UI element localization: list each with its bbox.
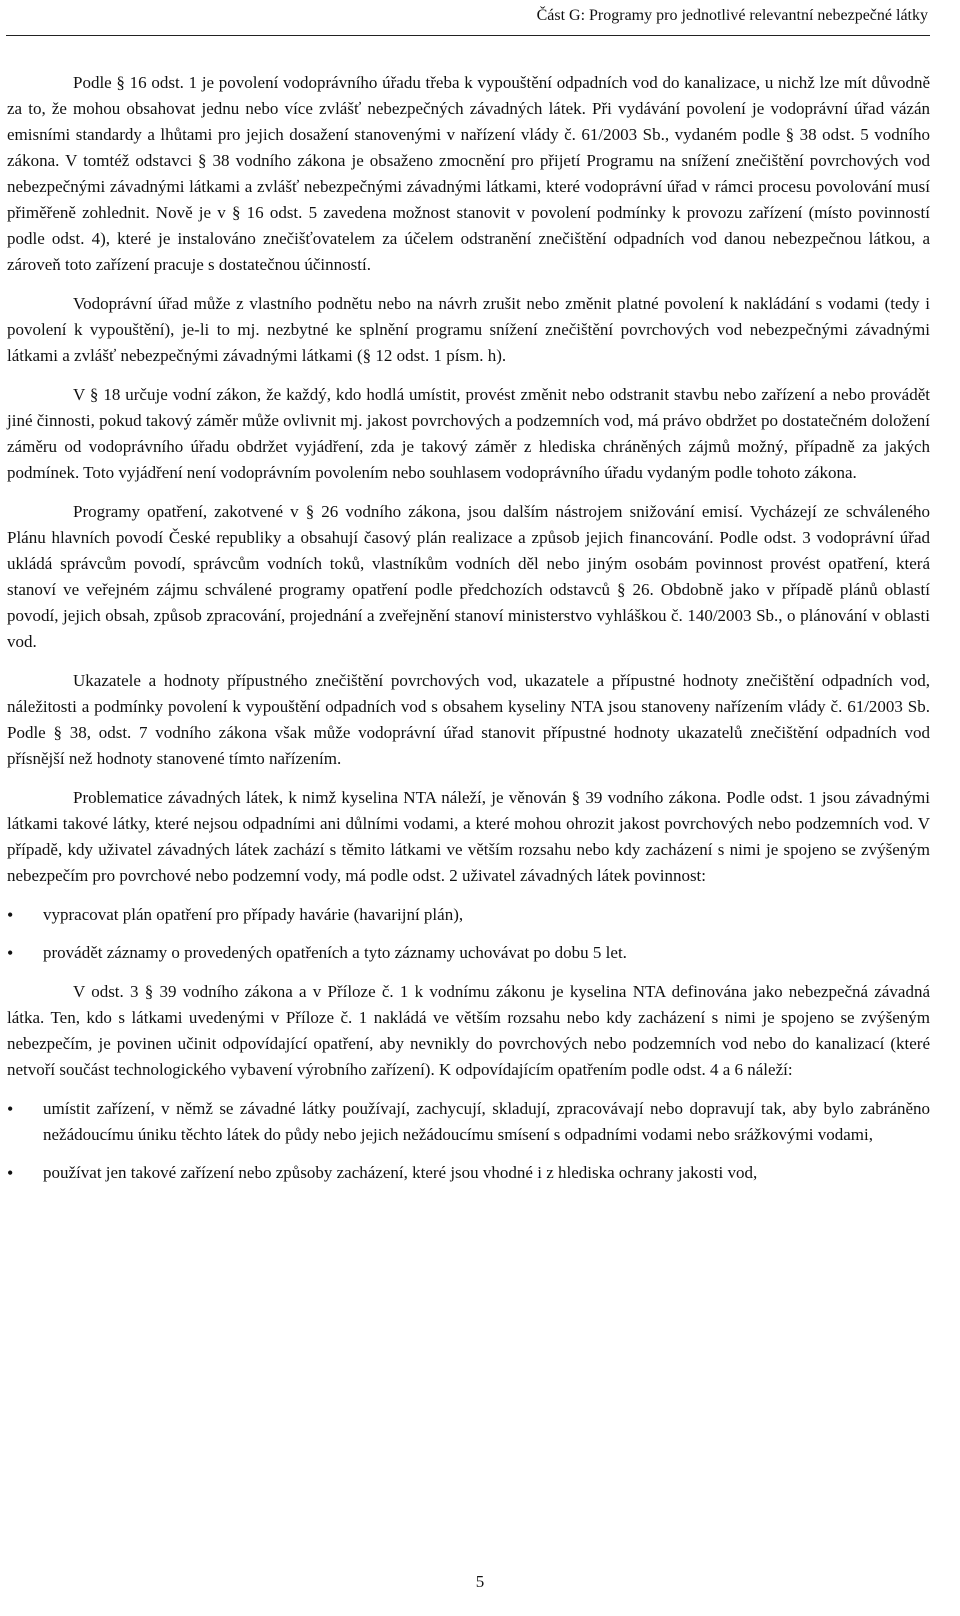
list-item-text: provádět záznamy o provedených opatřeních a tyto záznamy uchovávat po dobu 5 let. <box>43 943 627 962</box>
bullet-icon: • <box>7 905 14 925</box>
bullet-icon: • <box>7 943 14 963</box>
list-item <box>7 1096 930 1148</box>
list-item-text: umístit zařízení, v němž se závadné látky používají, zachycují, skladují, zpracovávají nebo dopravují tak, aby bylo zabráněno nežádoucímu úniku těchto látek do půdy nebo jejich nežádoucímu smísení s odpadními vodami nebo srážkovými vodami, <box>43 1099 930 1144</box>
page-body <box>7 70 930 1199</box>
body-paragraph: V § 18 určuje vodní zákon, že každý, kdo hodlá umístit, provést změnit nebo odstranit stavbu nebo zařízení a nebo provádět jiné činnosti, pokud takový záměr může ovlivnit mj. jakost povrchových a podzemních vod, má právo obdržet po dostatečném doložení záměru od vodoprávního úřadu obdržet vyjádření, zda je takový záměr z hlediska chráněných zájmů možný, případně za jakých podmínek. Toto vyjádření není vodoprávním povolením nebo souhlasem vodoprávního úřadu vydaným podle tohoto zákona. <box>7 385 930 482</box>
page-number: 5 <box>475 1572 485 1591</box>
list-item <box>7 940 930 966</box>
body-paragraph: Problematice závadných látek, k nimž kyselina NTA náleží, je věnován § 39 vodního zákona. Podle odst. 1 jsou závadnými látkami takové látky, které nejsou odpadními ani důlními vodami, a které mohou ohrozit jakost povrchových nebo podzemních vod. V případě, kdy uživatel závadných látek zachází s těmito látkami ve větším rozsahu nebo kdy zacházení s nimi je spojeno se zvýšeným nebezpečím pro povrchové nebo podzemní vody, má podle odst. 2 uživatel závadných látek povinnost: <box>7 788 930 885</box>
list-item <box>7 1160 930 1186</box>
list-item <box>7 902 930 928</box>
bullet-icon: • <box>7 1163 14 1183</box>
running-header: Část G: Programy pro jednotlivé relevantní nebezpečné látky <box>536 7 928 24</box>
body-paragraph: Programy opatření, zakotvené v § 26 vodního zákona, jsou dalším nástrojem snižování emisí. Vycházejí ze schváleného Plánu hlavních povodí České republiky a obsahují časový plán realizace a způsob jejich financování. Podle odst. 3 vodoprávní úřad ukládá správcům povodí, správcům vodních toků, vlastníkům vodních děl nebo jiným osobám povinnost provést opatření, která stanoví ve veřejném zájmu schválené programy opatření podle předchozích odstavců § 26. Obdobně jako v případě plánů oblastí povodí, jejich obsah, způsob zpracování, projednání a zveřejnění stanoví ministerstvo vyhláškou č. 140/2003 Sb., o plánování v oblasti vod. <box>7 502 930 651</box>
body-paragraph: V odst. 3 § 39 vodního zákona a v Příloze č. 1 k vodnímu zákonu je kyselina NTA definována jako nebezpečná závadná látka. Ten, kdo s látkami uvedenými v Příloze č. 1 nakládá ve větším rozsahu nebo kdy zacházení s nimi je spojeno se zvýšeným nebezpečím, je povinen učinit odpovídající opatření, aby nevnikly do povrchových nebo podzemních vod nebo do kanalizací (které netvoří součást technologického vybavení výrobního zařízení). K odpovídajícím opatřením podle odst. 4 a 6 náleží: <box>7 982 930 1079</box>
header-divider <box>6 35 930 36</box>
list-item-text: vypracovat plán opatření pro případy havárie (havarijní plán), <box>43 905 464 924</box>
measures-list <box>7 1096 930 1186</box>
body-paragraph: Vodoprávní úřad může z vlastního podnětu nebo na návrh zrušit nebo změnit platné povolení k nakládání s vodami (tedy i povolení k vypouštění), je-li to mj. nezbytné ke splnění programu snížení znečištění povrchových vod nebezpečnými závadnými látkami a zvlášť nebezpečnými závadnými látkami (§ 12 odst. 1 písm. h). <box>7 294 930 365</box>
body-paragraph: Ukazatele a hodnoty přípustného znečištění povrchových vod, ukazatele a přípustné hodnoty znečištění odpadních vod, náležitosti a podmínky povolení k vypouštění odpadních vod s obsahem kyseliny NTA jsou stanoveny nařízením vlády č. 61/2003 Sb. Podle § 38, odst. 7 vodního zákona však může vodoprávní úřad stanovit přípustné hodnoty ukazatelů znečištění odpadních vod přísnější než hodnoty stanovené tímto nařízením. <box>7 671 930 768</box>
bullet-icon: • <box>7 1099 14 1119</box>
obligations-list <box>7 902 930 966</box>
body-paragraph: Podle § 16 odst. 1 je povolení vodoprávního úřadu třeba k vypouštění odpadních vod do kanalizace, u nichž lze mít důvodně za to, že mohou obsahovat jednu nebo více zvlášť nebezpečných závadných látek. Při vydávání povolení je vodoprávní úřad vázán emisními standardy a lhůtami pro jejich dosažení stanovenými v nařízení vlády č. 61/2003 Sb., vydaném podle § 38 odst. 5 vodního zákona. V tomtéž odstavci § 38 vodního zákona je obsaženo zmocnění pro přijetí Programu na snížení znečištění povrchových vod nebezpečnými závadnými látkami a zvlášť nebezpečnými závadnými látkami, které vodoprávní úřad v rámci procesu povolování musí přiměřeně zohlednit. Nově je v § 16 odst. 5 zavedena možnost stanovit v povolení podmínky k provozu zařízení (místo povinností podle odst. 4), které je instalováno znečišťovatelem za účelem odstranění znečištění odpadních vod danou nebezpečnou látkou, a zároveň toto zařízení pracuje s dostatečnou účinností. <box>7 73 930 274</box>
list-item-text: používat jen takové zařízení nebo způsoby zacházení, které jsou vhodné i z hlediska ochrany jakosti vod, <box>43 1163 758 1182</box>
